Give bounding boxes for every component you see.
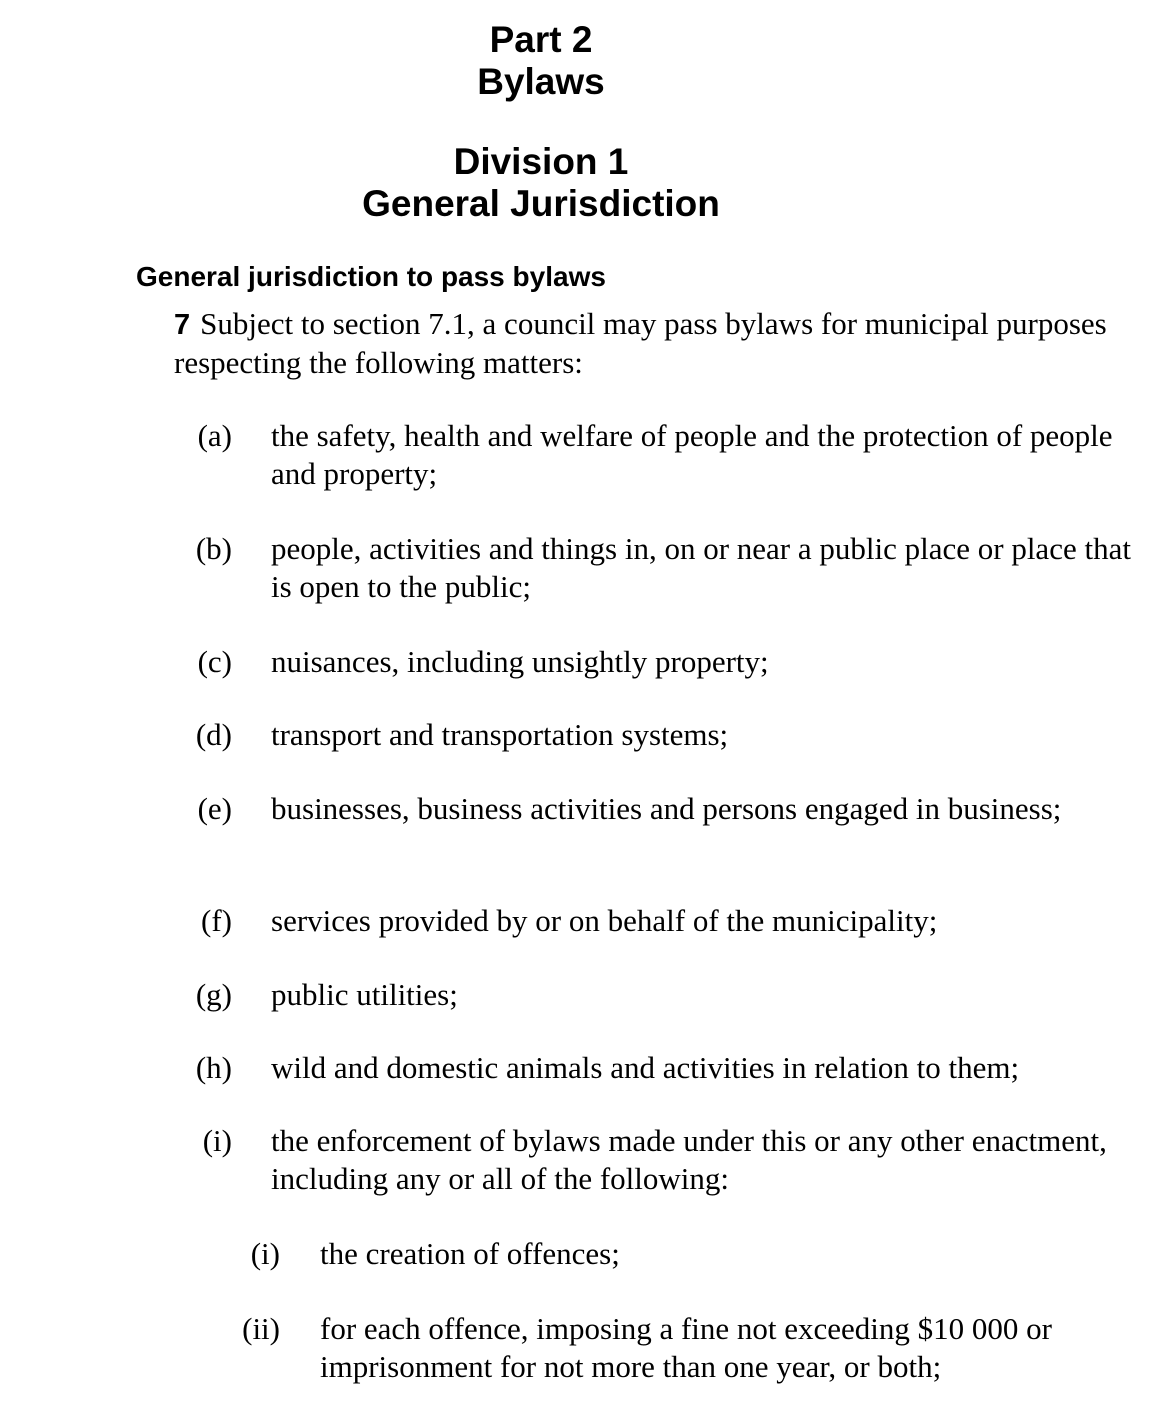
clause-text: services provided by or on behalf of the municipality; xyxy=(271,903,938,938)
clause-text: nuisances, including unsightly property; xyxy=(271,644,769,679)
clause-text: the safety, health and welfare of people and the protection of people and property; xyxy=(271,418,1113,491)
section-number: 7 xyxy=(174,309,191,341)
clause-text: businesses, business activities and persons engaged in business; xyxy=(271,791,1062,826)
clause-text: people, activities and things in, on or near a public place or place that is open to the public; xyxy=(271,531,1131,604)
clause-label: (f) xyxy=(201,903,232,938)
clause-label: (i) xyxy=(202,1123,232,1158)
division-title: General Jurisdiction xyxy=(362,183,720,224)
section-title: General jurisdiction to pass bylaws xyxy=(136,261,606,292)
clause-label: (g) xyxy=(195,977,232,1012)
subclause-text: the creation of offences; xyxy=(320,1236,620,1271)
part-title: Bylaws xyxy=(477,61,605,102)
part-number: Part 2 xyxy=(489,19,593,60)
clause-label: (b) xyxy=(195,531,232,566)
subclause-label: (i) xyxy=(250,1236,280,1271)
part-heading xyxy=(0,19,1082,103)
clause-text: transport and transportation systems; xyxy=(271,717,729,752)
clause-label: (d) xyxy=(195,717,232,752)
division-heading xyxy=(0,141,1082,225)
clause-label: (e) xyxy=(197,791,232,826)
clause-text: public utilities; xyxy=(271,977,458,1012)
clause-text: wild and domestic animals and activities in relation to them; xyxy=(271,1050,1020,1085)
section-intro-text: Subject to section 7.1, a council may pass bylaws for municipal purposes respecting the following matters: xyxy=(174,306,1107,380)
clause-text: the enforcement of bylaws made under this or any other enactment, including any or all of the following: xyxy=(271,1123,1107,1196)
clause-label: (h) xyxy=(195,1050,232,1085)
clause-label: (c) xyxy=(197,644,232,679)
subclause-label: (ii) xyxy=(242,1311,280,1346)
subclause-text: for each offence, imposing a fine not exceeding $10 000 or imprisonment for not more than one year, or both; xyxy=(320,1311,1052,1384)
clause-label: (a) xyxy=(197,418,232,453)
division-number: Division 1 xyxy=(453,141,629,182)
section-intro xyxy=(174,305,1114,382)
